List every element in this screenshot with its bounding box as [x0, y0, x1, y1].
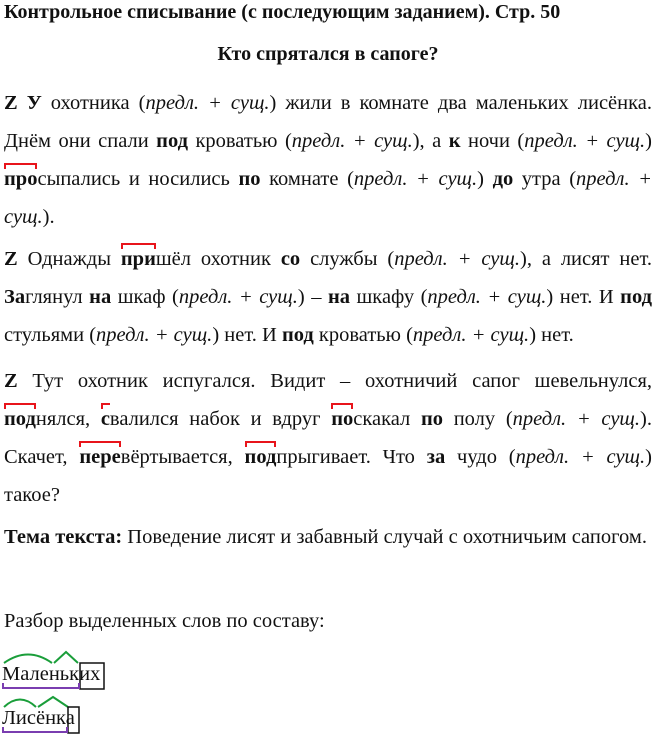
prefix-mark: пере: [79, 446, 121, 468]
word-prep: под: [156, 130, 188, 152]
grammar-note: предл. + сущ.: [353, 168, 478, 190]
word-prep: У: [26, 92, 42, 114]
grammar-note: предл. + сущ.: [291, 130, 413, 152]
word-prep: под: [620, 286, 653, 308]
word-prep: на: [327, 286, 351, 308]
analysis-word: Лисёнка: [2, 707, 75, 729]
root-mark: [4, 655, 52, 664]
grammar-note: предл. + сущ.: [4, 168, 653, 228]
text-topic: [4, 518, 652, 556]
analysis-word: Маленьких: [2, 663, 101, 685]
topic-text: Поведение лисят и забавный случай с охотничьим сапогом.: [122, 526, 647, 548]
grammar-note: предл. + сущ.: [512, 408, 641, 430]
topic-label: Тема текста:: [4, 526, 123, 548]
page-heading: Контрольное списывание (с последующим заданием). Стр. 50: [4, 1, 561, 23]
prefix-mark: про: [4, 168, 38, 190]
grammar-note: предл. + сущ.: [178, 286, 298, 308]
word-prep: за: [426, 446, 446, 468]
paragraph-3: Z Тут охотник испугался. Видит – охотничий сапог шевельнулся, поднялся, свалился набок и вдруг поскакал по полу (предл. + сущ.). Скачет, перевёртывается, подпрыгивает. Что за чудо (предл. + сущ.) такое?: [4, 370, 652, 506]
word-prep: со: [280, 248, 301, 270]
prefix-mark: при: [120, 248, 156, 270]
root-mark: [4, 700, 36, 708]
grammar-note: предл. + сущ.: [394, 248, 520, 270]
prefix-mark: по: [331, 408, 354, 430]
word-prep: к: [448, 130, 461, 152]
prefix-mark: под: [4, 408, 36, 430]
analysis-heading: Разбор выделенных слов по составу:: [4, 610, 325, 632]
grammar-note: предл. + сущ.: [412, 324, 530, 346]
word-prefix-bold: За: [4, 286, 26, 308]
grammar-note: предл. + сущ.: [96, 324, 213, 346]
paragraph-1: Z У охотника (предл. + сущ.) жили в комнате два маленьких лисёнка. Днём они спали под кроватью (предл. + сущ.), а к ночи (предл. + сущ.) просыпались и носились по комнате (предл. + сущ.) до утра (предл. + сущ.).: [4, 92, 653, 228]
paragraph-2: Z Однажды пришёл охотник со службы (предл. + сущ.), а лисят нет. Заглянул на шкаф (предл. + сущ.) – на шкафу (предл. + сущ.) нет. И под стульями (предл. + сущ.) нет. И под кроватью (предл. + сущ.) нет.: [4, 248, 653, 346]
prefix-mark: с: [100, 408, 110, 430]
grammar-note: предл. + сущ.: [524, 130, 646, 152]
grammar-note: предл. + сущ.: [515, 446, 646, 468]
suffix-mark: [54, 652, 78, 663]
suffix-mark: [38, 697, 68, 707]
z-mark: Z: [4, 92, 18, 114]
word-prep: по: [238, 168, 261, 190]
z-mark: Z: [4, 248, 18, 270]
prefix-mark: под: [244, 446, 277, 468]
z-mark: Z: [4, 370, 18, 392]
word-prep: на: [89, 286, 112, 308]
word-prep: до: [492, 168, 514, 190]
word-prep: под: [281, 324, 314, 346]
text-title: Кто спрятался в сапоге?: [217, 43, 439, 65]
word-prep: по: [420, 408, 444, 430]
grammar-note: предл. + сущ.: [145, 92, 270, 114]
grammar-note: предл. + сущ.: [427, 286, 547, 308]
